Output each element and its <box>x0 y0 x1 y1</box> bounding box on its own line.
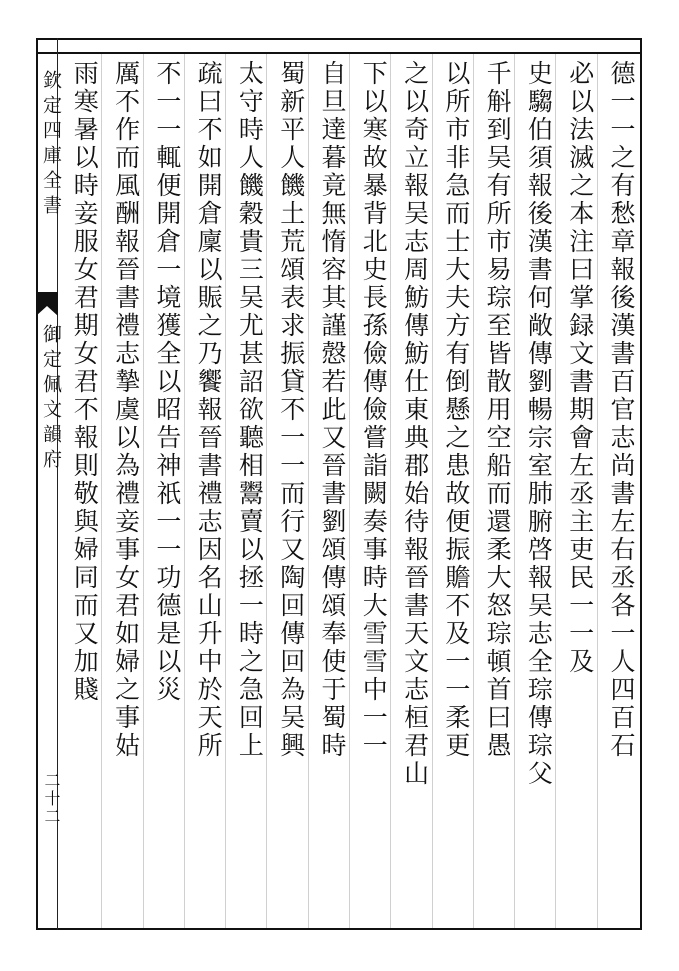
text-column: 以所市非急而士大夫方有倒懸之患故便振贍不及一一柔更 <box>441 60 471 760</box>
text-column: 必以法滅之本注曰掌録文書期會左丞主吏民一一及 <box>565 60 595 676</box>
text-column: 不一一輒便開倉一境獲全以昭告神祇一一功德是以災 <box>152 60 182 704</box>
text-column: 蜀新平人饑土荒頌表求振貸不一一而行又陶回傳回為吴興 <box>276 60 306 760</box>
text-column: 雨寒暑以時妾服女君期女君不報則敬與婦同而又加賤 <box>70 60 100 704</box>
page-number: 二十二 <box>42 772 61 826</box>
text-column: 疏曰不如開倉廩以賑之乃饗報晉書禮志因名山升中於天所 <box>194 60 224 760</box>
text-column: 德一一之有愁章報後漢書百官志尚書左右丞各一人四百石 <box>606 60 636 760</box>
text-column: 太守時人饑穀貴三吴尤甚詔欲聽相鬻賣以拯一時之急回上 <box>235 60 265 760</box>
work-title: 御定佩文韻府 <box>40 324 62 474</box>
book-title: 欽定四庫全書 <box>40 70 62 220</box>
text-column: 厲不作而風酬報晉書禮志摯虞以為禮妾事女君如婦之事姑 <box>111 60 141 760</box>
text-column: 自旦達暮竟無惰容其謹慤若此又晉書劉頌傳頌奉使于蜀時 <box>317 60 347 760</box>
text-column: 下以寒故暴背北史長孫儉傳儉嘗詣闕奏事時大雪雪中一一 <box>359 60 389 760</box>
fishtail-mark-icon <box>36 292 58 316</box>
text-column: 之以奇立報吴志周魴傳魴仕東典郡始待報晉書天文志桓君山 <box>400 60 430 788</box>
text-column: 千斛到吴有所市易琮至皆散用空船而還柔大怒琮頓首曰愚 <box>483 60 513 760</box>
text-column: 史騶伯須報後漢書何敞傳劉暢宗室肺腑啓報吴志全琮傳琮父 <box>524 60 554 788</box>
top-double-rule <box>36 52 642 54</box>
